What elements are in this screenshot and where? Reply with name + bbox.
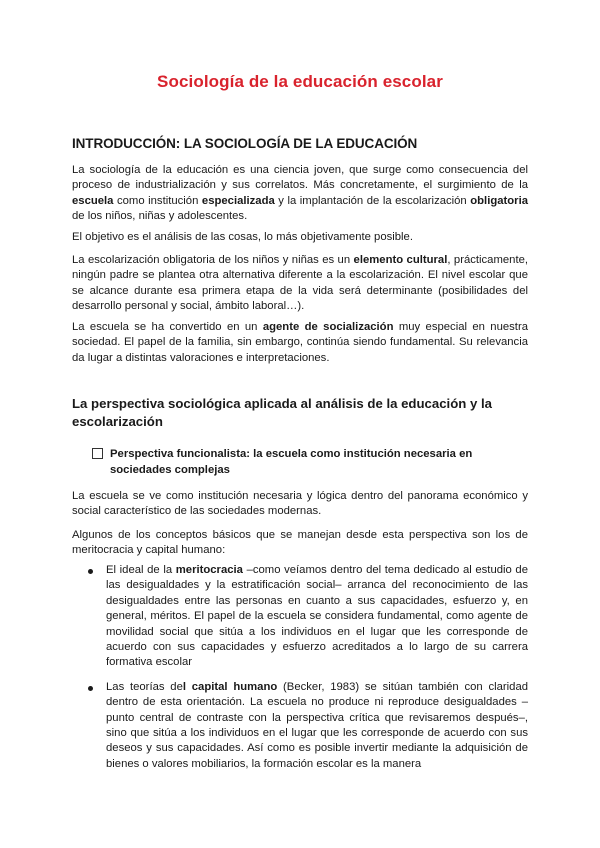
bold-especializada: especializada [201,194,275,207]
intro-paragraph-1: La sociología de la educación es una ciencia joven, que surge como consecuencia del proceso de industrialización y sus correlatos. Más concretamente, el surgimiento de la escuela como institución especializada y la implantación de la escolarización obligatoria de los niños, niñas y adolescentes. [72,164,528,222]
intro-paragraph-2: El objetivo es el análisis de las cosas, lo más objetivamente posible. [72,231,413,243]
bold-obligatoria: obligatoria [470,194,528,207]
bullet-icon [88,686,93,691]
intro-paragraph-3: La escolarización obligatoria de los niños y niñas es un elemento cultural, prácticamente, ningún padre se plantea otra alternativa diferente a la escolarización. El nivel escolar que se alcance durante esa primera etapa de la vida será determinante (posibilidades del desarrollo personal y social, ámbito laboral…). [72,254,528,312]
intro-heading: INTRODUCCIÓN: LA SOCIOLOGÍA DE LA EDUCACIÓN [72,136,418,151]
intro-paragraph-4: La escuela se ha convertido en un agente de socialización muy especial en nuestra sociedad. El papel de la familia, sin embargo, continúa siendo fundamental. Su relevancia da lugar a distintas valoraciones e interpretaciones. [72,321,528,364]
list-item-capital-humano: Las teorías del capital humano (Becker, 1983) se sitúan también con claridad dentro de esta orientación. La escuela no produce ni reproduce desigualdades –punto central de contraste con la perspectiva crítica que revisaremos después–, sino que sitúa a los individuos en el lugar que les corresponde de acuerdo con sus deseos y sus capacidades. Así como es posible invertir mediante la adquisición de bienes o valores mobiliarios, la formación escolar es la manera [72,680,528,772]
bullet-icon [88,569,93,574]
bold-escuela: escuela [72,194,114,207]
bold-agente-socializacion: agente de socialización [262,321,394,333]
list-item-meritocracia: El ideal de la meritocracia –como veíamos dentro del tema dedicado al estudio de las desigualdades y la estratificación social– arranca del reconocimiento de las desigualdades entre las personas en cuanto a sus capacidades, esfuerzo y, en general, méritos. El papel de la escuela se considera fundamental, como agente de movilidad social que sitúa a los individuos en el lugar que les corresponde de acuerdo con sus capacidades y esfuerzo acreditados a lo largo de su carrera formativa escolar [72,563,528,671]
section-heading: La perspectiva sociológica aplicada al análisis de la educación y la escolarización [72,396,492,429]
functionalist-paragraph-2: Algunos de los conceptos básicos que se manejan desde esta perspectiva son los de meritocracia y capital humano: [72,529,528,557]
bold-elemento-cultural: elemento cultural [353,254,448,266]
checkbox-icon [92,448,103,459]
concept-list [72,563,528,772]
subsection-heading: Perspectiva funcionalista: la escuela como institución necesaria en sociedades complejas [92,446,522,478]
document-title: Sociología de la educación escolar [157,72,443,91]
functionalist-paragraph-1: La escuela se ve como institución necesaria y lógica dentro del panorama económico y social característico de las sociedades modernas. [72,490,528,518]
